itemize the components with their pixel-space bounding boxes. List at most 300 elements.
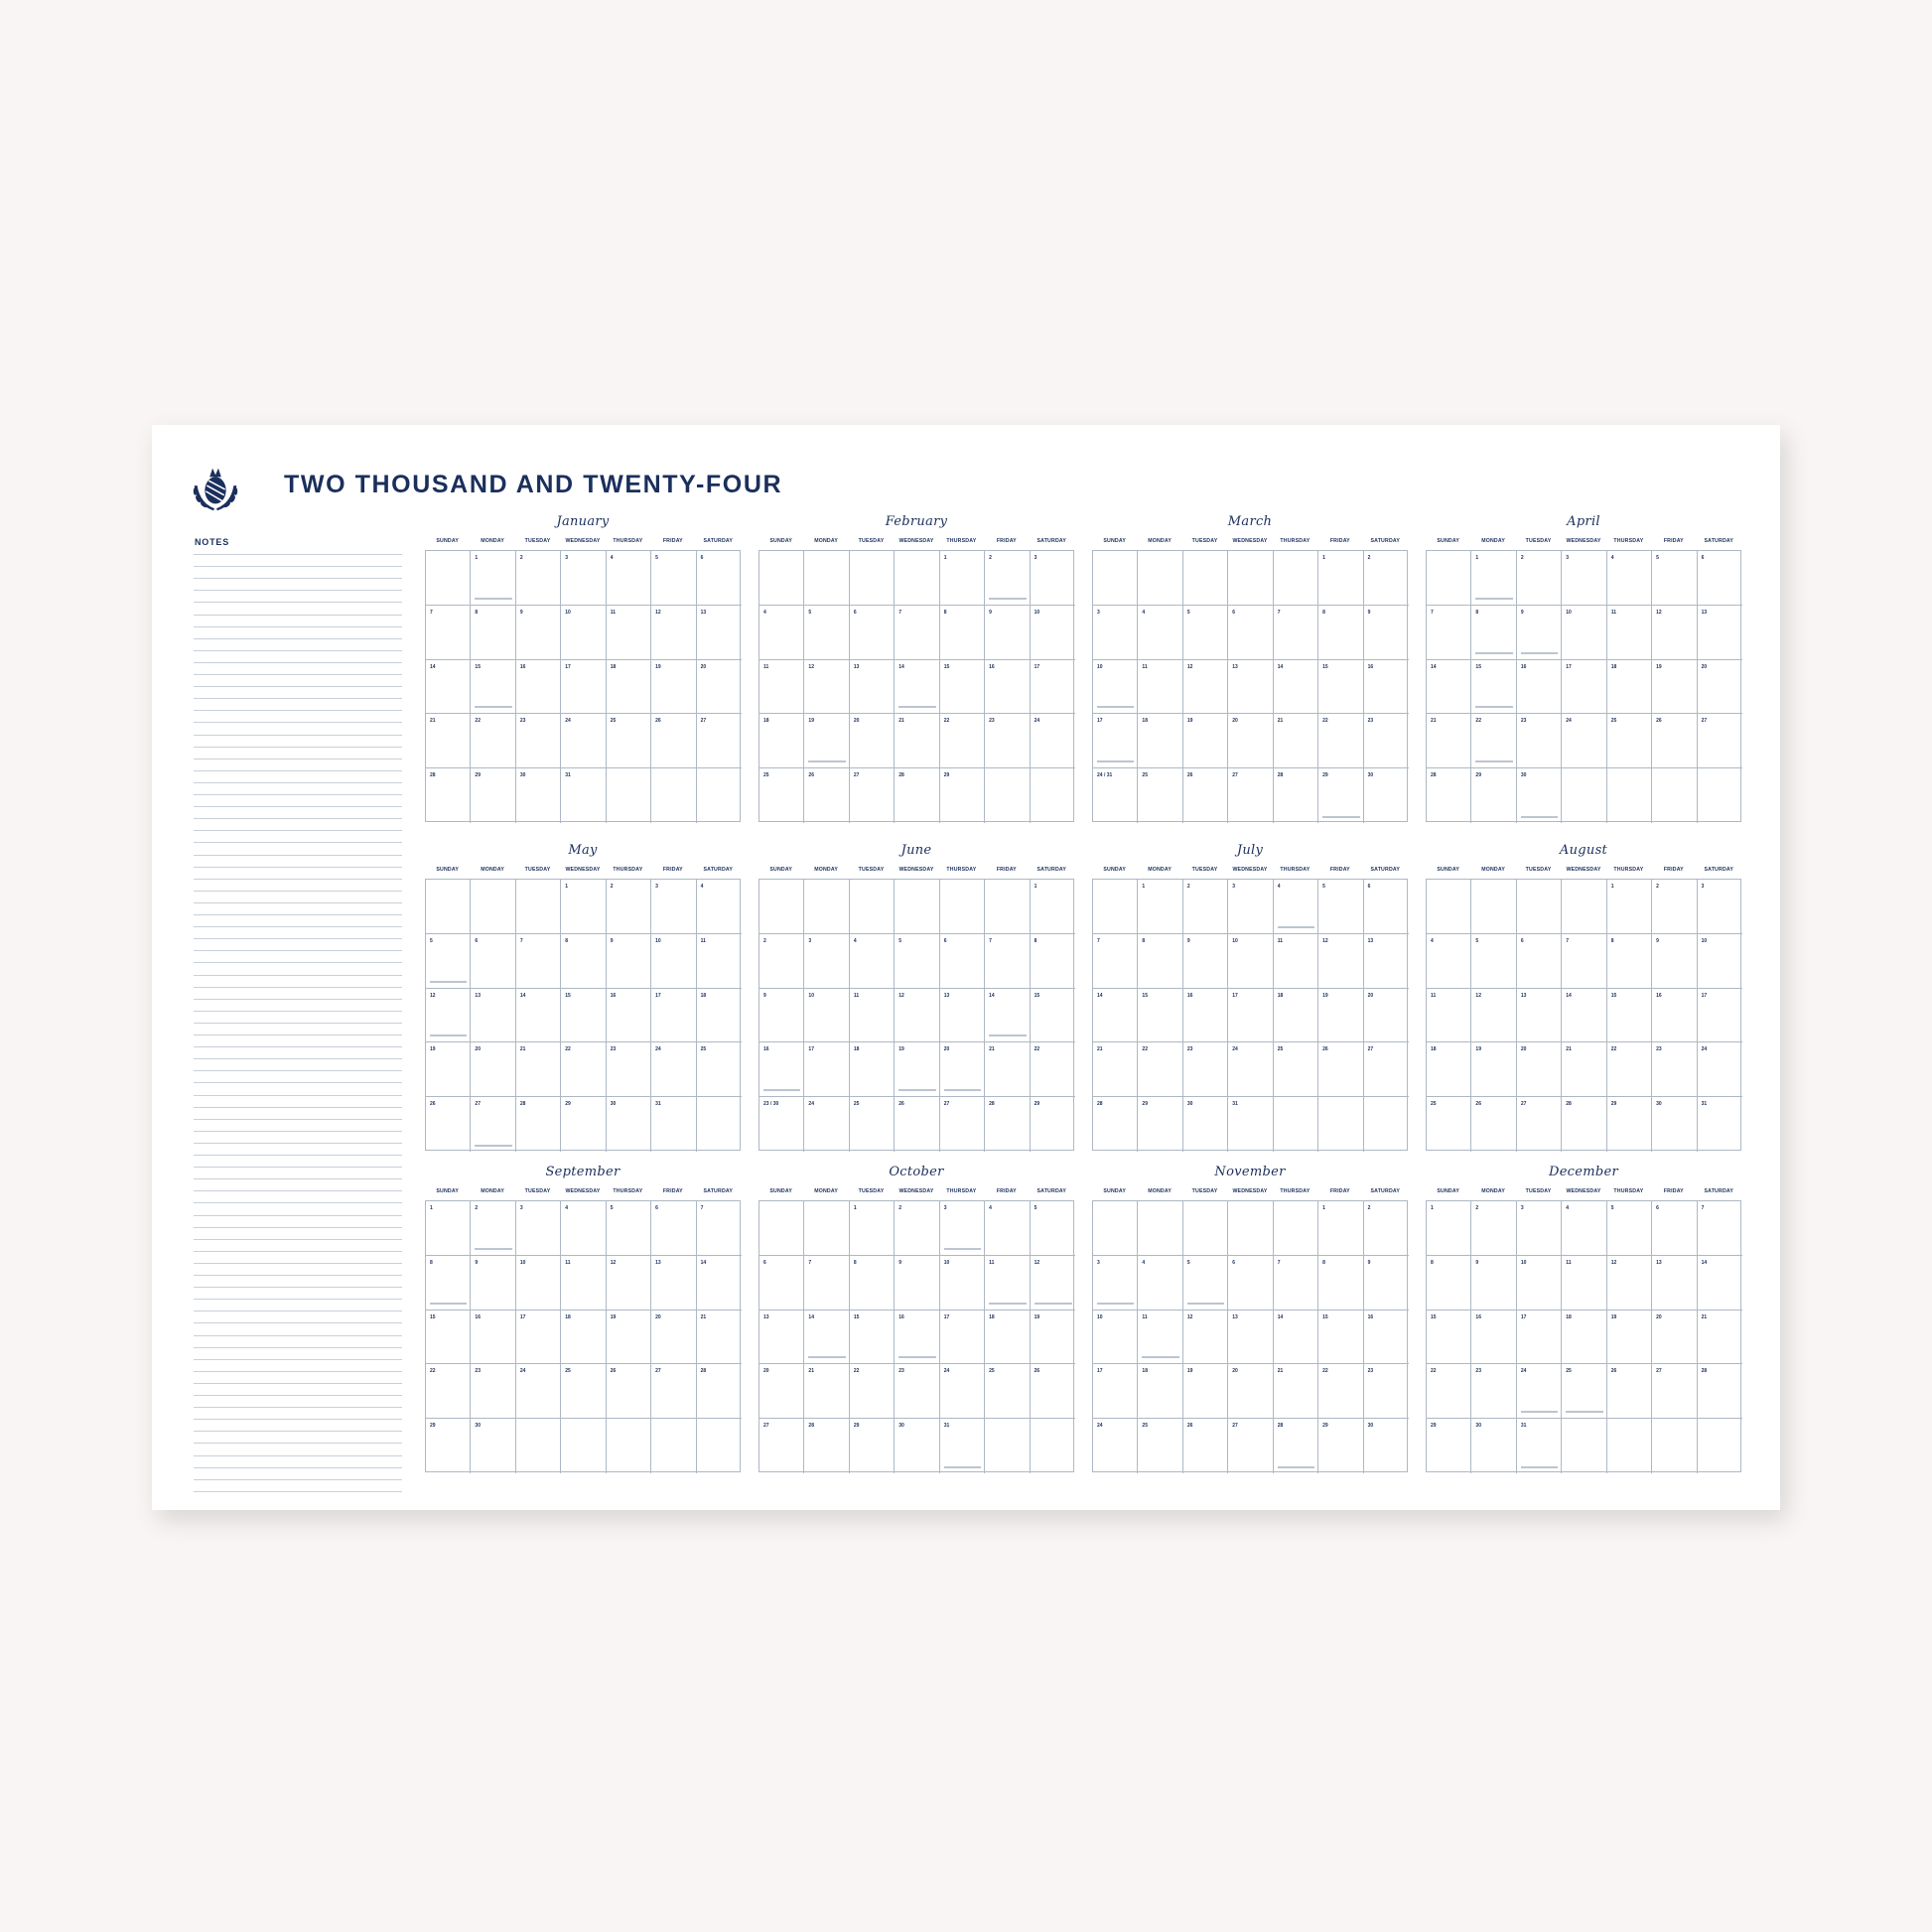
day-cell[interactable] <box>1031 989 1075 1043</box>
day-cell[interactable] <box>651 934 696 989</box>
day-cell[interactable] <box>471 714 515 768</box>
day-cell[interactable] <box>1471 1311 1516 1365</box>
day-cell[interactable] <box>1031 1256 1075 1311</box>
day-cell[interactable] <box>1031 1311 1075 1365</box>
day-cell[interactable] <box>1031 1042 1075 1097</box>
day-cell[interactable] <box>895 551 939 606</box>
day-cell[interactable] <box>697 768 742 823</box>
day-cell[interactable] <box>1517 606 1562 660</box>
day-cell[interactable] <box>1517 1311 1562 1365</box>
day-cell[interactable] <box>1364 714 1409 768</box>
day-cell[interactable] <box>895 714 939 768</box>
day-cell[interactable] <box>804 1419 849 1473</box>
day-cell[interactable] <box>1031 660 1075 715</box>
day-cell[interactable] <box>940 714 985 768</box>
day-cell[interactable] <box>1093 880 1138 934</box>
day-cell[interactable] <box>940 551 985 606</box>
day-cell[interactable] <box>1427 1311 1471 1365</box>
day-cell[interactable] <box>471 934 515 989</box>
day-cell[interactable] <box>516 880 561 934</box>
day-cell[interactable] <box>471 1097 515 1152</box>
day-cell[interactable] <box>1138 1364 1182 1419</box>
day-cell[interactable] <box>1427 934 1471 989</box>
day-cell[interactable] <box>1698 660 1742 715</box>
day-cell[interactable] <box>1138 1256 1182 1311</box>
day-cell[interactable] <box>607 768 651 823</box>
day-cell[interactable] <box>759 714 804 768</box>
day-cell[interactable] <box>561 768 606 823</box>
notes-lined-area[interactable] <box>194 554 402 1504</box>
day-cell[interactable] <box>1698 1364 1742 1419</box>
day-cell[interactable] <box>651 1419 696 1473</box>
day-cell[interactable] <box>1031 606 1075 660</box>
day-cell[interactable] <box>1093 1042 1138 1097</box>
day-cell[interactable] <box>1652 1097 1697 1152</box>
day-cell[interactable] <box>1471 551 1516 606</box>
day-cell[interactable] <box>895 1256 939 1311</box>
day-cell[interactable] <box>1517 1097 1562 1152</box>
day-cell[interactable] <box>1607 1311 1652 1365</box>
day-cell[interactable] <box>1093 1311 1138 1365</box>
day-cell[interactable] <box>697 934 742 989</box>
day-cell[interactable] <box>607 880 651 934</box>
day-cell[interactable] <box>1427 714 1471 768</box>
day-cell[interactable] <box>850 1419 895 1473</box>
day-cell[interactable] <box>471 989 515 1043</box>
day-cell[interactable] <box>1562 660 1606 715</box>
day-cell[interactable] <box>426 880 471 934</box>
day-cell[interactable] <box>759 1042 804 1097</box>
day-cell[interactable] <box>1364 934 1409 989</box>
day-cell[interactable] <box>607 1097 651 1152</box>
day-cell[interactable] <box>426 1311 471 1365</box>
day-cell[interactable] <box>471 551 515 606</box>
day-cell[interactable] <box>1517 551 1562 606</box>
day-cell[interactable] <box>1093 714 1138 768</box>
day-cell[interactable] <box>1427 880 1471 934</box>
day-cell[interactable] <box>804 880 849 934</box>
day-cell[interactable] <box>1698 606 1742 660</box>
day-cell[interactable] <box>759 606 804 660</box>
day-cell[interactable] <box>940 934 985 989</box>
day-cell[interactable] <box>426 660 471 715</box>
day-cell[interactable] <box>1427 768 1471 823</box>
day-cell[interactable] <box>1698 1311 1742 1365</box>
day-cell[interactable] <box>1427 989 1471 1043</box>
day-cell[interactable] <box>1698 989 1742 1043</box>
day-cell[interactable] <box>697 660 742 715</box>
day-cell[interactable] <box>1607 1419 1652 1473</box>
day-cell[interactable] <box>607 1311 651 1365</box>
day-cell[interactable] <box>561 1097 606 1152</box>
day-cell[interactable] <box>1138 1419 1182 1473</box>
day-cell[interactable] <box>1138 551 1182 606</box>
day-cell[interactable] <box>1228 660 1273 715</box>
day-cell[interactable] <box>697 1419 742 1473</box>
day-cell[interactable] <box>607 714 651 768</box>
day-cell[interactable] <box>895 989 939 1043</box>
day-cell[interactable] <box>804 660 849 715</box>
day-cell[interactable] <box>1274 1256 1318 1311</box>
day-cell[interactable] <box>1698 551 1742 606</box>
day-cell[interactable] <box>1364 880 1409 934</box>
day-cell[interactable] <box>1427 551 1471 606</box>
day-cell[interactable] <box>1228 1201 1273 1256</box>
day-cell[interactable] <box>1183 1364 1228 1419</box>
day-cell[interactable] <box>1138 934 1182 989</box>
day-cell[interactable] <box>1652 1042 1697 1097</box>
day-cell[interactable] <box>804 1201 849 1256</box>
day-cell[interactable] <box>1274 1097 1318 1152</box>
day-cell[interactable] <box>516 1201 561 1256</box>
day-cell[interactable] <box>940 1419 985 1473</box>
day-cell[interactable] <box>1607 880 1652 934</box>
day-cell[interactable] <box>697 1311 742 1365</box>
day-cell[interactable] <box>895 1311 939 1365</box>
day-cell[interactable] <box>1228 1419 1273 1473</box>
day-cell[interactable] <box>516 934 561 989</box>
day-cell[interactable] <box>1562 714 1606 768</box>
day-cell[interactable] <box>516 1256 561 1311</box>
day-cell[interactable] <box>759 1311 804 1365</box>
day-cell[interactable] <box>1471 660 1516 715</box>
day-cell[interactable] <box>1471 1419 1516 1473</box>
day-cell[interactable] <box>1228 934 1273 989</box>
day-cell[interactable] <box>1471 989 1516 1043</box>
day-cell[interactable] <box>1607 1201 1652 1256</box>
day-cell[interactable] <box>940 1364 985 1419</box>
day-cell[interactable] <box>895 660 939 715</box>
day-cell[interactable] <box>697 1042 742 1097</box>
day-cell[interactable] <box>1698 1201 1742 1256</box>
day-cell[interactable] <box>1274 606 1318 660</box>
day-cell[interactable] <box>895 934 939 989</box>
day-cell[interactable] <box>1318 1419 1363 1473</box>
day-cell[interactable] <box>561 934 606 989</box>
day-cell[interactable] <box>1318 1201 1363 1256</box>
day-cell[interactable] <box>985 989 1030 1043</box>
day-cell[interactable] <box>895 1201 939 1256</box>
day-cell[interactable] <box>426 934 471 989</box>
day-cell[interactable] <box>1274 1364 1318 1419</box>
day-cell[interactable] <box>1318 880 1363 934</box>
day-cell[interactable] <box>850 1364 895 1419</box>
day-cell[interactable] <box>1183 989 1228 1043</box>
day-cell[interactable] <box>1652 1364 1697 1419</box>
day-cell[interactable] <box>1698 1042 1742 1097</box>
day-cell[interactable] <box>1471 1364 1516 1419</box>
day-cell[interactable] <box>895 1364 939 1419</box>
day-cell[interactable] <box>850 606 895 660</box>
day-cell[interactable] <box>1652 551 1697 606</box>
day-cell[interactable] <box>1031 1097 1075 1152</box>
day-cell[interactable] <box>697 714 742 768</box>
day-cell[interactable] <box>1652 1201 1697 1256</box>
day-cell[interactable] <box>561 551 606 606</box>
day-cell[interactable] <box>850 1201 895 1256</box>
day-cell[interactable] <box>1471 1201 1516 1256</box>
day-cell[interactable] <box>1138 989 1182 1043</box>
day-cell[interactable] <box>1093 551 1138 606</box>
day-cell[interactable] <box>1274 934 1318 989</box>
day-cell[interactable] <box>759 1201 804 1256</box>
day-cell[interactable] <box>850 660 895 715</box>
day-cell[interactable] <box>1607 1097 1652 1152</box>
day-cell[interactable] <box>895 1419 939 1473</box>
day-cell[interactable] <box>426 1419 471 1473</box>
day-cell[interactable] <box>1652 714 1697 768</box>
day-cell[interactable] <box>1652 880 1697 934</box>
day-cell[interactable] <box>561 1256 606 1311</box>
day-cell[interactable] <box>651 606 696 660</box>
day-cell[interactable] <box>1138 1097 1182 1152</box>
day-cell[interactable] <box>1138 1311 1182 1365</box>
day-cell[interactable] <box>561 1419 606 1473</box>
day-cell[interactable] <box>1093 1201 1138 1256</box>
day-cell[interactable] <box>516 1097 561 1152</box>
day-cell[interactable] <box>1138 660 1182 715</box>
day-cell[interactable] <box>1427 606 1471 660</box>
day-cell[interactable] <box>607 1201 651 1256</box>
day-cell[interactable] <box>985 768 1030 823</box>
day-cell[interactable] <box>1183 1042 1228 1097</box>
day-cell[interactable] <box>516 1042 561 1097</box>
day-cell[interactable] <box>895 768 939 823</box>
day-cell[interactable] <box>1562 1311 1606 1365</box>
day-cell[interactable] <box>1093 1256 1138 1311</box>
day-cell[interactable] <box>1031 934 1075 989</box>
day-cell[interactable] <box>1183 1419 1228 1473</box>
day-cell[interactable] <box>1562 1419 1606 1473</box>
day-cell[interactable] <box>1607 1364 1652 1419</box>
day-cell[interactable] <box>1228 768 1273 823</box>
day-cell[interactable] <box>561 1311 606 1365</box>
day-cell[interactable] <box>1138 1201 1182 1256</box>
day-cell[interactable] <box>607 989 651 1043</box>
day-cell[interactable] <box>1138 768 1182 823</box>
day-cell[interactable] <box>940 989 985 1043</box>
day-cell[interactable] <box>1093 1419 1138 1473</box>
day-cell[interactable] <box>1228 606 1273 660</box>
day-cell[interactable] <box>1607 934 1652 989</box>
day-cell[interactable] <box>651 989 696 1043</box>
day-cell[interactable] <box>1364 768 1409 823</box>
day-cell[interactable] <box>804 551 849 606</box>
day-cell[interactable] <box>471 1042 515 1097</box>
day-cell[interactable] <box>985 714 1030 768</box>
day-cell[interactable] <box>561 989 606 1043</box>
day-cell[interactable] <box>1138 606 1182 660</box>
day-cell[interactable] <box>1318 1256 1363 1311</box>
day-cell[interactable] <box>1471 880 1516 934</box>
day-cell[interactable] <box>1031 880 1075 934</box>
day-cell[interactable] <box>651 551 696 606</box>
day-cell[interactable] <box>607 1042 651 1097</box>
day-cell[interactable] <box>759 1419 804 1473</box>
day-cell[interactable] <box>651 714 696 768</box>
day-cell[interactable] <box>759 1256 804 1311</box>
day-cell[interactable] <box>1228 551 1273 606</box>
day-cell[interactable] <box>1274 714 1318 768</box>
day-cell[interactable] <box>1698 768 1742 823</box>
day-cell[interactable] <box>850 551 895 606</box>
day-cell[interactable] <box>1364 1364 1409 1419</box>
day-cell[interactable] <box>426 714 471 768</box>
day-cell[interactable] <box>1031 714 1075 768</box>
day-cell[interactable] <box>561 1364 606 1419</box>
day-cell[interactable] <box>1427 1419 1471 1473</box>
day-cell[interactable] <box>607 1419 651 1473</box>
day-cell[interactable] <box>1318 1042 1363 1097</box>
day-cell[interactable] <box>651 1097 696 1152</box>
day-cell[interactable] <box>607 606 651 660</box>
day-cell[interactable] <box>1093 660 1138 715</box>
day-cell[interactable] <box>1364 1419 1409 1473</box>
day-cell[interactable] <box>1562 1042 1606 1097</box>
day-cell[interactable] <box>1183 714 1228 768</box>
day-cell[interactable] <box>759 934 804 989</box>
day-cell[interactable] <box>940 768 985 823</box>
day-cell[interactable] <box>1183 1256 1228 1311</box>
day-cell[interactable] <box>516 989 561 1043</box>
day-cell[interactable] <box>1517 1419 1562 1473</box>
day-cell[interactable] <box>940 1042 985 1097</box>
day-cell[interactable] <box>1183 551 1228 606</box>
day-cell[interactable] <box>471 1364 515 1419</box>
day-cell[interactable] <box>1517 1256 1562 1311</box>
day-cell[interactable] <box>940 1311 985 1365</box>
day-cell[interactable] <box>759 768 804 823</box>
day-cell[interactable] <box>561 880 606 934</box>
day-cell[interactable] <box>1607 1256 1652 1311</box>
day-cell[interactable] <box>426 1364 471 1419</box>
day-cell[interactable] <box>651 660 696 715</box>
day-cell[interactable] <box>1318 1364 1363 1419</box>
day-cell[interactable] <box>985 606 1030 660</box>
day-cell[interactable] <box>651 1311 696 1365</box>
day-cell[interactable] <box>1652 606 1697 660</box>
day-cell[interactable] <box>1274 551 1318 606</box>
day-cell[interactable] <box>516 768 561 823</box>
day-cell[interactable] <box>1093 1097 1138 1152</box>
day-cell[interactable] <box>1228 880 1273 934</box>
day-cell[interactable] <box>759 989 804 1043</box>
day-cell[interactable] <box>940 880 985 934</box>
day-cell[interactable] <box>1318 1311 1363 1365</box>
day-cell[interactable] <box>471 1419 515 1473</box>
day-cell[interactable] <box>1228 989 1273 1043</box>
day-cell[interactable] <box>1138 714 1182 768</box>
day-cell[interactable] <box>985 934 1030 989</box>
day-cell[interactable] <box>759 880 804 934</box>
day-cell[interactable] <box>426 606 471 660</box>
day-cell[interactable] <box>1562 1364 1606 1419</box>
day-cell[interactable] <box>1652 934 1697 989</box>
day-cell[interactable] <box>804 768 849 823</box>
day-cell[interactable] <box>1274 1311 1318 1365</box>
day-cell[interactable] <box>1364 1256 1409 1311</box>
day-cell[interactable] <box>1318 714 1363 768</box>
day-cell[interactable] <box>1031 768 1075 823</box>
day-cell[interactable] <box>1318 606 1363 660</box>
day-cell[interactable] <box>1364 1042 1409 1097</box>
day-cell[interactable] <box>1517 989 1562 1043</box>
day-cell[interactable] <box>1274 880 1318 934</box>
day-cell[interactable] <box>804 1256 849 1311</box>
day-cell[interactable] <box>1093 1364 1138 1419</box>
day-cell[interactable] <box>697 1201 742 1256</box>
day-cell[interactable] <box>426 1201 471 1256</box>
day-cell[interactable] <box>1183 606 1228 660</box>
day-cell[interactable] <box>426 1256 471 1311</box>
day-cell[interactable] <box>1093 989 1138 1043</box>
day-cell[interactable] <box>1318 1097 1363 1152</box>
day-cell[interactable] <box>426 989 471 1043</box>
day-cell[interactable] <box>1698 1256 1742 1311</box>
day-cell[interactable] <box>985 1311 1030 1365</box>
day-cell[interactable] <box>1228 1364 1273 1419</box>
day-cell[interactable] <box>804 934 849 989</box>
day-cell[interactable] <box>1364 1097 1409 1152</box>
day-cell[interactable] <box>426 1097 471 1152</box>
day-cell[interactable] <box>850 768 895 823</box>
day-cell[interactable] <box>651 880 696 934</box>
day-cell[interactable] <box>471 1201 515 1256</box>
day-cell[interactable] <box>759 660 804 715</box>
day-cell[interactable] <box>516 1364 561 1419</box>
day-cell[interactable] <box>426 551 471 606</box>
day-cell[interactable] <box>516 1419 561 1473</box>
day-cell[interactable] <box>804 1364 849 1419</box>
day-cell[interactable] <box>561 1042 606 1097</box>
day-cell[interactable] <box>1698 880 1742 934</box>
day-cell[interactable] <box>1274 1042 1318 1097</box>
day-cell[interactable] <box>1562 1201 1606 1256</box>
day-cell[interactable] <box>516 660 561 715</box>
day-cell[interactable] <box>1318 551 1363 606</box>
day-cell[interactable] <box>1183 1201 1228 1256</box>
day-cell[interactable] <box>1228 1256 1273 1311</box>
day-cell[interactable] <box>985 1097 1030 1152</box>
day-cell[interactable] <box>1698 714 1742 768</box>
day-cell[interactable] <box>1562 880 1606 934</box>
day-cell[interactable] <box>940 1256 985 1311</box>
day-cell[interactable] <box>1093 934 1138 989</box>
day-cell[interactable] <box>850 1311 895 1365</box>
day-cell[interactable] <box>1517 880 1562 934</box>
day-cell[interactable] <box>651 1256 696 1311</box>
day-cell[interactable] <box>1274 1419 1318 1473</box>
day-cell[interactable] <box>651 1201 696 1256</box>
day-cell[interactable] <box>516 551 561 606</box>
day-cell[interactable] <box>1607 606 1652 660</box>
day-cell[interactable] <box>1364 660 1409 715</box>
day-cell[interactable] <box>1138 880 1182 934</box>
day-cell[interactable] <box>561 714 606 768</box>
day-cell[interactable] <box>1607 768 1652 823</box>
day-cell[interactable] <box>1607 989 1652 1043</box>
day-cell[interactable] <box>1652 660 1697 715</box>
day-cell[interactable] <box>759 1097 804 1152</box>
day-cell[interactable] <box>697 1364 742 1419</box>
day-cell[interactable] <box>1031 551 1075 606</box>
day-cell[interactable] <box>940 606 985 660</box>
day-cell[interactable] <box>1471 606 1516 660</box>
day-cell[interactable] <box>607 1364 651 1419</box>
day-cell[interactable] <box>1517 1364 1562 1419</box>
day-cell[interactable] <box>985 1364 1030 1419</box>
day-cell[interactable] <box>804 1097 849 1152</box>
